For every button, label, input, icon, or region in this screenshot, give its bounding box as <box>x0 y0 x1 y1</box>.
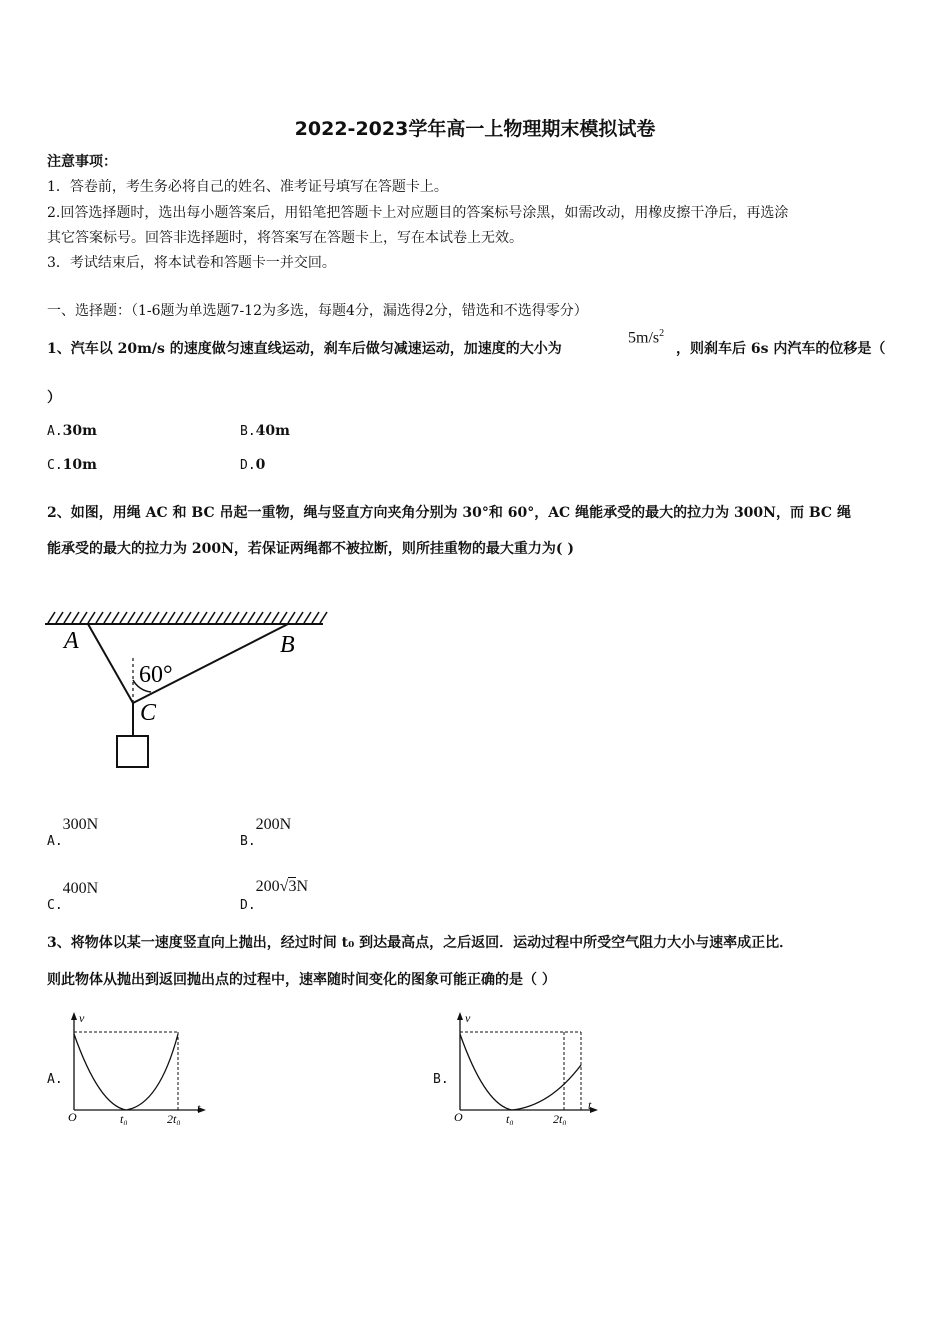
hatch-mark <box>288 612 295 623</box>
hatch-mark <box>248 612 255 623</box>
q1-text-b: ，则刹车后 6s 内汽车的位移是（ <box>676 341 886 357</box>
q1-text-c: ） <box>47 390 61 406</box>
curve-up <box>74 1034 126 1110</box>
option-label: B. <box>240 424 256 439</box>
t-label: t <box>588 1098 592 1112</box>
q1-accel-exp: 2 <box>659 328 665 339</box>
q2-rope-figure <box>40 600 340 775</box>
page-title: 2022-2023学年高一上物理期末模拟试卷 <box>294 118 656 140</box>
option-unit: N <box>296 878 308 895</box>
option-label: D. <box>240 898 256 913</box>
v-label: v <box>465 1011 471 1025</box>
q1-text-a: 1、汽车以 20m/s 的速度做匀速直线运动，刹车后做匀减速运动，加速度的大小为 <box>47 341 562 357</box>
q3-graph-a[interactable] <box>64 1010 214 1125</box>
q2-line-1: 2、如图，用绳 AC 和 BC 吊起一重物，绳与竖直方向夹角分别为 30°和 60°，AC 绳能承受的最大的拉力为 300N，而 BC 绳 <box>47 505 851 521</box>
notice-item-2-cont: 其它答案标号。回答非选择题时，将答案写在答题卡上，写在本试卷上无效。 <box>47 230 523 246</box>
hatch-mark <box>144 612 151 623</box>
q2-option-a[interactable] <box>47 816 99 849</box>
hatch-mark <box>192 612 199 623</box>
option-value: 200N <box>255 816 292 833</box>
option-value: 40m <box>255 423 290 439</box>
label-a: A <box>64 628 79 654</box>
option-value: 30m <box>62 423 97 439</box>
rope-ac <box>88 624 133 703</box>
hatch-mark <box>256 612 263 623</box>
q2-option-d[interactable] <box>240 878 308 913</box>
hatch-mark <box>112 612 119 623</box>
option-label: A. <box>47 834 63 849</box>
notice-item-3: 3．考试结束后，将本试卷和答题卡一并交回。 <box>47 255 336 271</box>
hatch-mark <box>176 612 183 623</box>
option-value: 400N <box>62 880 99 897</box>
option-value: 300N <box>62 816 99 833</box>
option-value: 0 <box>255 457 266 473</box>
hatch-mark <box>304 612 311 623</box>
origin-label: O <box>68 1110 77 1124</box>
option-label: C. <box>47 458 63 473</box>
curve-up <box>460 1034 512 1110</box>
q1-option-d[interactable] <box>240 457 265 473</box>
hatch-mark <box>128 612 135 623</box>
q1-accel-value: 5m/s <box>628 329 660 347</box>
hatch-mark <box>72 612 79 623</box>
hatch-mark <box>160 612 167 623</box>
option-value: 10m <box>62 457 97 473</box>
hatch-mark <box>48 612 55 623</box>
hatch-mark <box>280 612 287 623</box>
q3-line-1: 3、将物体以某一速度竖直向上抛出，经过时间 t₀ 到达最高点，之后返回．运动过程中所受空气阻力大小与速率成正比． <box>47 935 794 951</box>
2t0-label: 2t₀ <box>167 1112 181 1125</box>
label-c: C <box>140 700 157 726</box>
q1-option-b[interactable] <box>240 423 290 439</box>
hatch-mark <box>264 612 271 623</box>
curve-down <box>512 1065 581 1110</box>
hatch-mark <box>312 612 319 623</box>
hatch-mark <box>272 612 279 623</box>
notice-item-1: 1．答卷前，考生务必将自己的姓名、准考证号填写在答题卡上。 <box>47 179 448 195</box>
q3-graph-b[interactable] <box>450 1010 605 1125</box>
hatch-mark <box>208 612 215 623</box>
sqrt-radicand: 3 <box>288 878 297 895</box>
v-axis-arrow <box>457 1012 463 1020</box>
2t0-label: 2t₀ <box>553 1112 567 1125</box>
q1-option-c[interactable] <box>47 457 97 473</box>
hatch-mark <box>88 612 95 623</box>
option-label: A. <box>47 424 63 439</box>
hatch-mark <box>168 612 175 623</box>
t0-label: t₀ <box>506 1112 514 1125</box>
v-axis-arrow <box>71 1012 77 1020</box>
q1-accel <box>628 328 664 347</box>
q2-option-c[interactable] <box>47 880 99 913</box>
q1-option-a[interactable] <box>47 423 97 439</box>
option-label: D. <box>240 458 256 473</box>
q3-option-b[interactable] <box>433 1071 449 1087</box>
q3-line-2: 则此物体从抛出到返回抛出点的过程中，速率随时间变化的图象可能正确的是（ ） <box>47 972 556 988</box>
q2-option-b[interactable] <box>240 816 292 849</box>
option-label: C. <box>47 898 63 913</box>
hatch-mark <box>320 612 327 623</box>
hatch-mark <box>80 612 87 623</box>
q2-line-2: 能承受的最大的拉力为 200N，若保证两绳都不被拉断，则所挂重物的最大重力为( ) <box>47 541 575 557</box>
t-label: t <box>197 1101 201 1115</box>
hatch-mark <box>136 612 143 623</box>
notice-heading: 注意事项： <box>47 154 117 170</box>
angle-label: 60° <box>139 662 173 688</box>
hatch-mark <box>240 612 247 623</box>
hatch-mark <box>200 612 207 623</box>
hatch-mark <box>56 612 63 623</box>
hatch-mark <box>184 612 191 623</box>
hatch-mark <box>224 612 231 623</box>
option-label: B. <box>433 1072 449 1087</box>
label-b: B <box>280 632 295 658</box>
sqrt-sign: √ <box>279 878 289 895</box>
hatch-mark <box>216 612 223 623</box>
curve-down <box>126 1034 178 1110</box>
t0-label: t₀ <box>120 1112 128 1125</box>
option-label: A. <box>47 1072 63 1087</box>
hatch-mark <box>96 612 103 623</box>
weight-block <box>117 736 148 767</box>
ceiling-hatch <box>48 612 327 623</box>
hatch-mark <box>152 612 159 623</box>
hatch-mark <box>104 612 111 623</box>
option-label: B. <box>240 834 256 849</box>
q3-option-a[interactable] <box>47 1071 63 1087</box>
section-heading: 一、选择题：（1-6题为单选题7-12为多选，每题4分，漏选得2分，错选和不选得零分） <box>47 303 588 319</box>
hatch-mark <box>64 612 71 623</box>
hatch-mark <box>120 612 127 623</box>
option-value: 200 <box>255 878 280 895</box>
hatch-mark <box>232 612 239 623</box>
v-label: v <box>79 1011 85 1025</box>
hatch-mark <box>296 612 303 623</box>
notice-item-2: 2.回答选择题时，选出每小题答案后，用铅笔把答题卡上对应题目的答案标号涂黑，如需改动，用橡皮擦干净后，再选涂 <box>47 205 789 221</box>
origin-label: O <box>454 1110 463 1124</box>
